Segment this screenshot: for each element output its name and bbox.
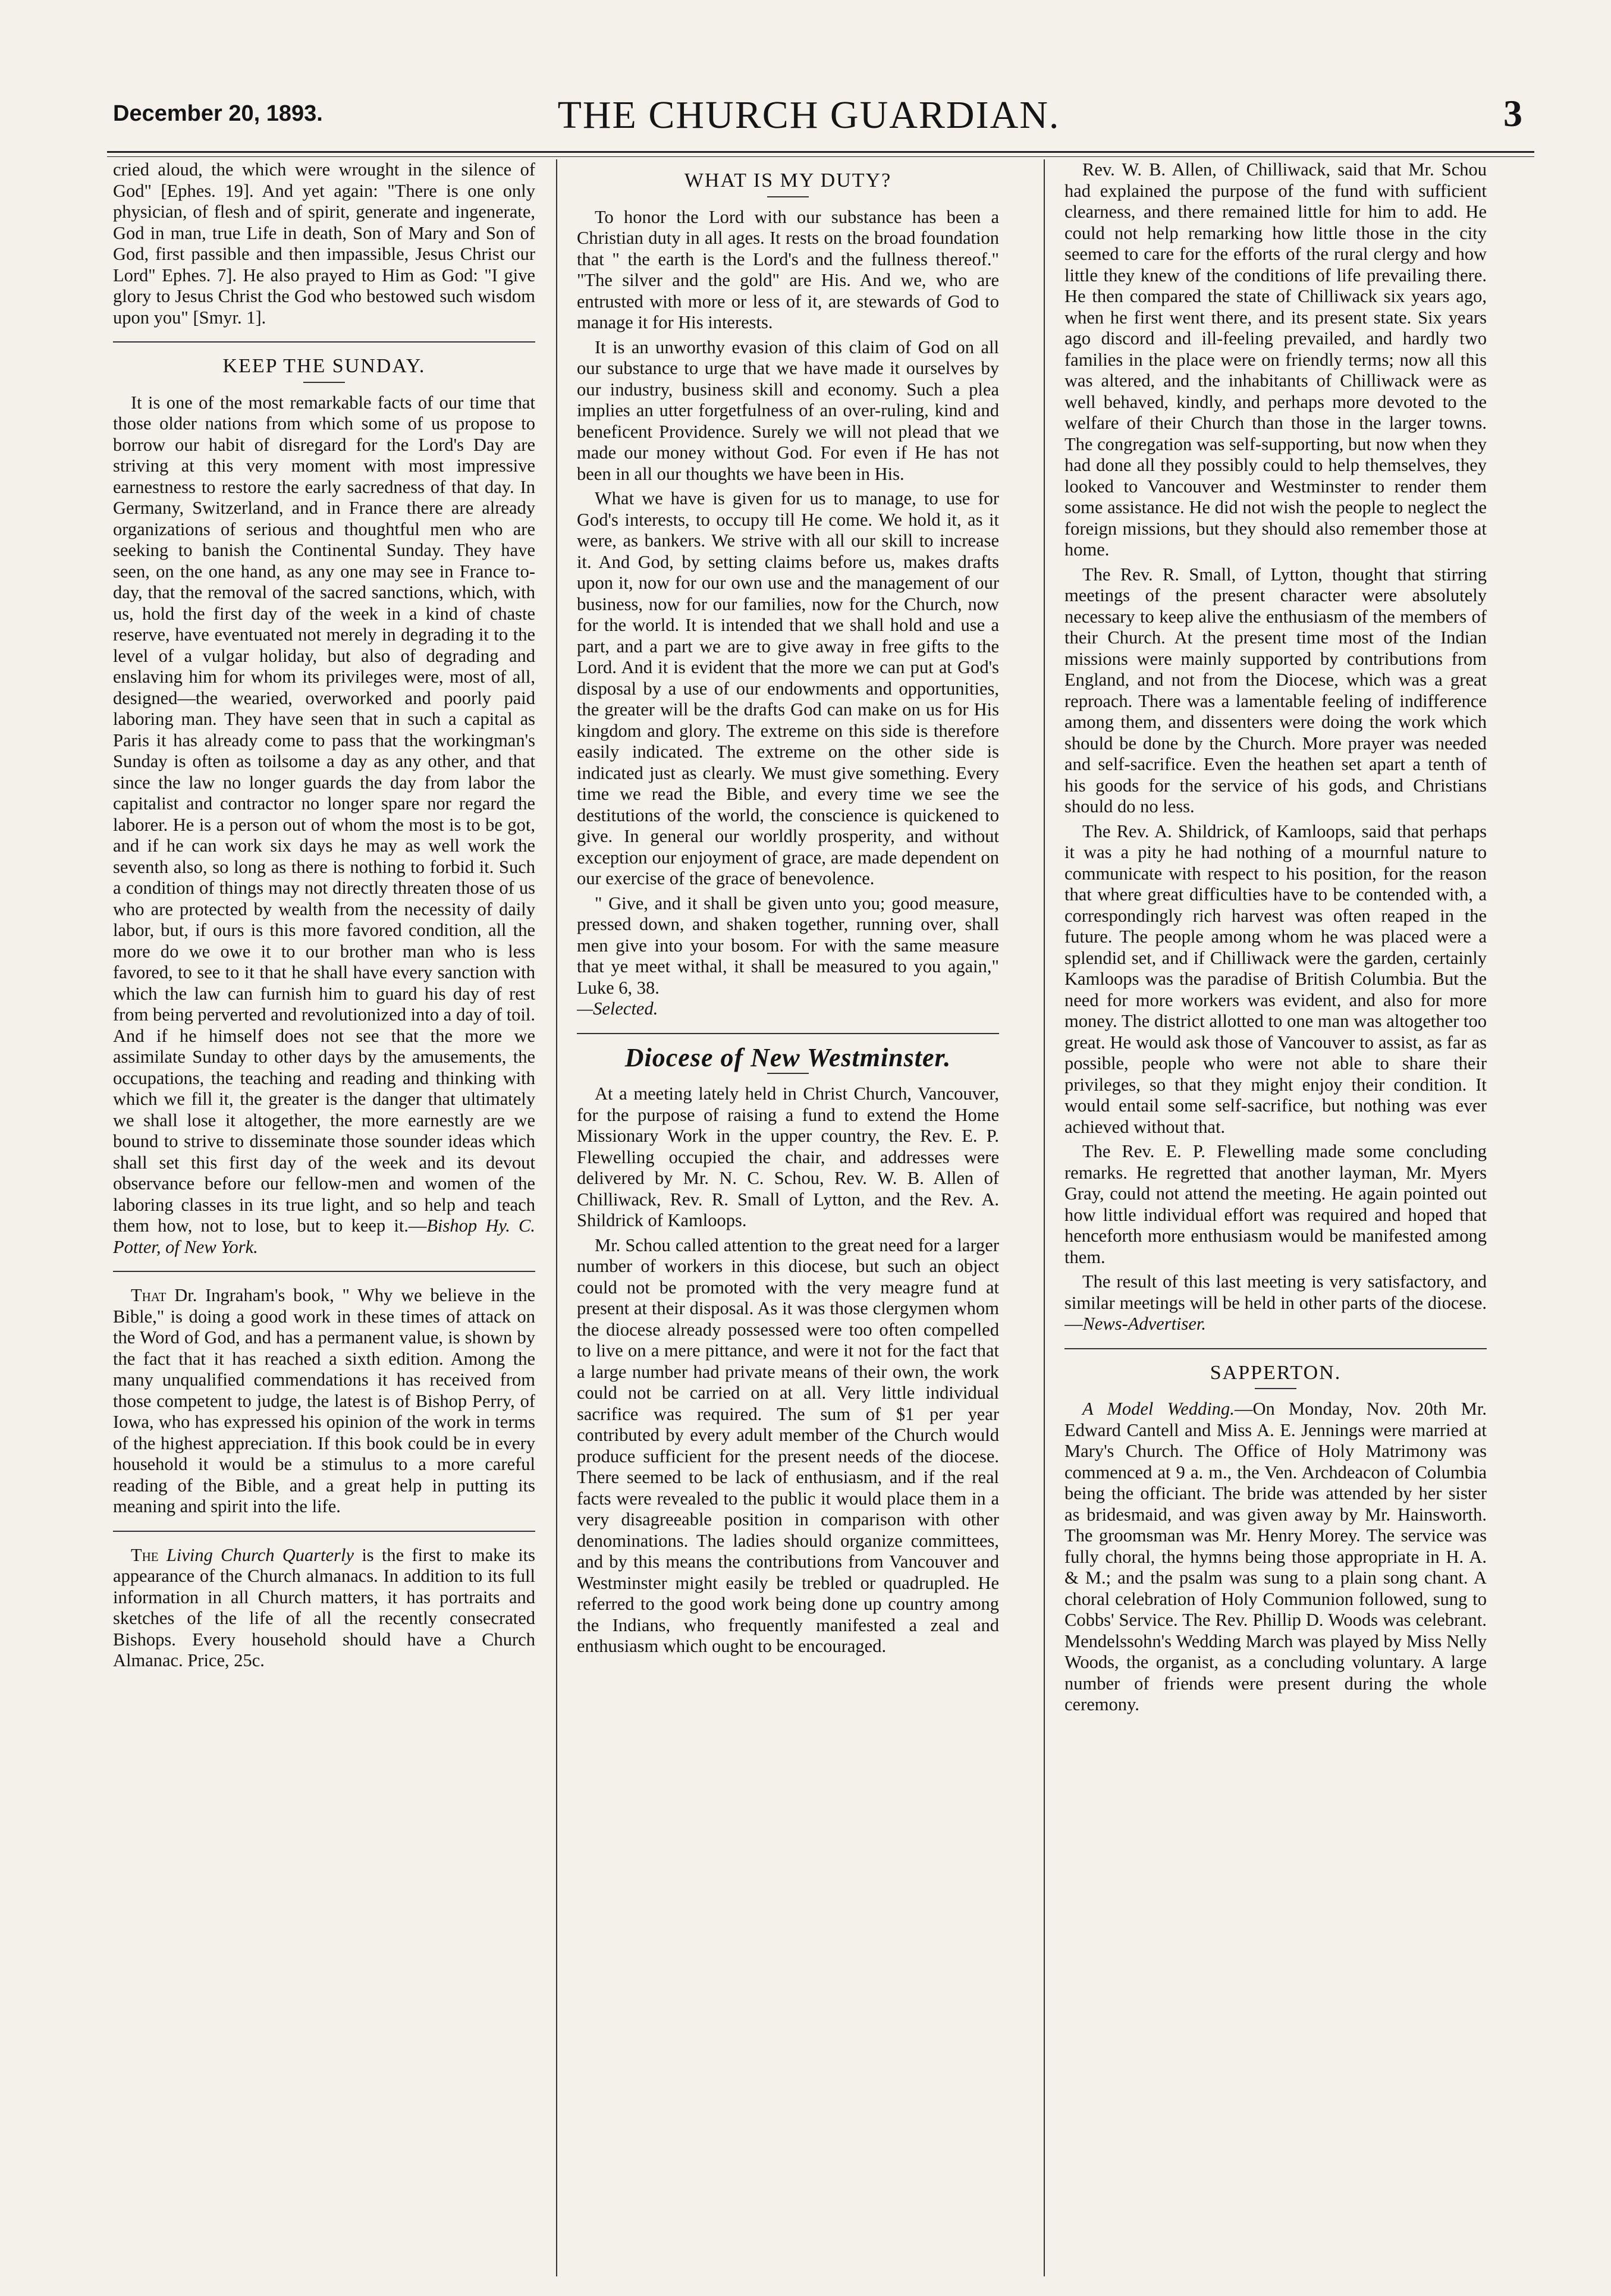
heading-sapperton: SAPPERTON. bbox=[1210, 1361, 1342, 1384]
heading-what-is-my-duty: WHAT IS MY DUTY? bbox=[684, 169, 892, 191]
paragraph: What we have is given for us to manage, to use for God's interests, to occupy till He come. We hold it, as it were, as bankers. We strive with all our skill to increase it. And God, by setting claims before us, makes drafts upon it, now for our own use and the management of our business, now for our families, now for the Church, now for the world. It is intended that we shall hold and use a part, and a part we are to give away in free gifts to the Lord. And it is evident that the more we can put at God's disposal by a use of our endowments and opportunities, the greater will be the drafts God can make on us for His kingdom and glory. The extreme on this side is therefore easily indicated. The extreme on the other side is indicated just as clearly. We must give something. Every time we read the Bible, and every time we see the destitutions of the world, the conscience is quickened to give. In general our worldly prosperity, and without exception our enjoyment of grace, are made dependent on our exercise of the grace of benevolence. bbox=[577, 488, 999, 888]
issue-date: December 20, 1893. bbox=[113, 101, 323, 126]
column-1 bbox=[113, 159, 535, 2276]
paragraph: It is an unworthy evasion of this claim of God on all our substance to urge that we have made it ourselves by our industry, business skill and economy. Such a plea implies an utter forgetfulness of an over-ruling, kind and beneficent Providence. Surely we will not plead that we made our money without God. For even if He has not been in all our thoughts we have been in His. bbox=[577, 337, 999, 484]
paragraph: To honor the Lord with our substance has been a Christian duty in all ages. It rests on the broad foundation that " the earth is the Lord's and the fullness thereof." "The silver and the gold" are His. And we, who are entrusted with more or less of it, are stewards of God to manage it for His interests. bbox=[577, 206, 999, 332]
paragraph: The Rev. R. Small, of Lytton, thought that stirring meetings of the present character were absolutely necessary to keep alive the enthusiasm of the members of their Church. At the present time most of the Indian missions were mainly supported by contributions from England, and not from the Diocese, which was a great reproach. There was a lamentable feeling of indifference among them, and dissenters were doing the work which should be done by the Church. More prayer was needed and self-sacrifice. Even the heathen set apart a tenth of his goods for the service of his gods, and Christians should do no less. bbox=[1064, 564, 1487, 816]
byline: —Selected. bbox=[577, 998, 658, 1019]
column-divider bbox=[1044, 159, 1045, 2276]
paragraph: A Model Wedding.—On Monday, Nov. 20th Mr. Edward Cantell and Miss A. E. Jennings were married at Mary's Church. The Office of Holy Matrimony was commenced at 9 a. m., the Ven. Archdeacon of Columbia being the officiant. The bride was attended by her sister as bridesmaid, and was given away by Mr. Hainsworth. The groomsman was Mr. Henry Morey. The service was fully choral, the hymns being those appropriate in H. A. & M.; and the psalm was sung to a plain song chant. A choral celebration of Holy Communion followed, sung to Cobbs' Service. The Rev. Phillip D. Woods was celebrant. Mendelssohn's Wedding March was played by Miss Nelly Woods, the organist, as a concluding voluntary. A large number of friends were present during the whole ceremony. bbox=[1064, 1399, 1487, 1714]
newspaper-title: THE CHURCH GUARDIAN. bbox=[557, 93, 1060, 137]
paragraph: The Living Church Quarterly is the first to make its appearance of the Church almanacs. In addition to its full information in all Church matters, it has portraits and sketches of the life of all the recently consecrated Bishops. Every household should have a Church Almanac. Price, 25c. bbox=[113, 1544, 535, 1670]
paragraph: At a meeting lately held in Christ Church, Vancouver, for the purpose of raising a fund to extend the Home Missionary Work in the upper country, the Rev. E. P. Flewelling occupied the chair, and addresses were delivered by Mr. N. C. Schou, Rev. W. B. Allen of Chilliwack, Rev. R. Small of Lytton, and the Rev. A. Shildrick of Kamloops. bbox=[577, 1083, 999, 1230]
paragraph: That Dr. Ingraham's book, " Why we believe in the Bible," is doing a good work in these times of attack on the Word of God, and has a permanent value, is shown by the fact that it has reached a sixth edition. Among the many unqualified commendations it has received from those competent to judge, the latest is of Bishop Perry, of Iowa, who has expressed his opinion of the work in terms of the highest appreciation. If this book could be in every household it would be a stimulus to a more careful reading of the Bible, and a great help in putting its meaning and spirit into the life. bbox=[113, 1285, 535, 1516]
section-rule bbox=[113, 341, 535, 343]
byline: Bishop Hy. C. Potter, of New York. bbox=[113, 1215, 535, 1257]
section-rule bbox=[577, 1033, 999, 1034]
masthead bbox=[89, 89, 1528, 146]
heading-dash bbox=[1255, 1388, 1296, 1389]
paragraph: The Rev. A. Shildrick, of Kamloops, said that perhaps it was a pity he had nothing of a mournful nature to communicate with respect to his position, for the reason that where great difficulties have to be contended with, a correspondingly rich harvest was often reaped in the future. The people among whom he was placed were a splendid set, and if Chilliwack were the garden, certainly Kamloops was the paradise of British Columbia. But the need for more workers was evident, and also for more money. The district allotted to one man was altogether too great. He would ask those of Vancouver to assist, as far as possible, people who were not able to share their privileges, so that they might enjoy their condition. It would entail some self-sacrifice, but nothing was ever achieved without that. bbox=[1064, 821, 1487, 1137]
heading-dash bbox=[767, 1073, 809, 1074]
heading-keep-sunday: KEEP THE SUNDAY. bbox=[222, 355, 426, 377]
section-rule bbox=[113, 1271, 535, 1272]
paragraph: Mr. Schou called attention to the great need for a larger number of workers in this diocese, but such an object could not be promoted with the very meagre fund at present at their disposal. As it was those clergymen whom the diocese already possessed were too often compelled to live on a mere pittance, and were it not for the fact that a large number had private means of their own, the work could not be carried on at all. Very little individual sacrifice was required. The sum of $1 per year contributed by every adult member of the Church would produce sufficient for the present needs of the diocese. There seemed to be lack of enthusiasm, and if the real facts were revealed to the public it would place them in a very disagreeable position in comparison with other denominations. The ladies should organize committees, and by this means the contributions from Vancouver and Westminster might easily be trebled or quadrupled. He referred to the good work being done up country among the Indians, who frequently manifested a zeal and enthusiasm which ought to be encouraged. bbox=[577, 1235, 999, 1656]
source-credit: News-Advertiser. bbox=[1082, 1314, 1207, 1334]
column-divider bbox=[556, 159, 557, 2276]
paragraph: The Rev. E. P. Flewelling made some concluding remarks. He regretted that another layman, Mr. Myers Gray, could not attend the meeting. He again pointed out how little individual effort was required and hoped that henceforth more enthusiasm would be manifested among them. bbox=[1064, 1141, 1487, 1267]
masthead-rule bbox=[107, 151, 1534, 157]
paragraph: It is one of the most remarkable facts of our time that those older nations from which some of us propose to borrow our habit of disregard for the Lord's Day are striving at this very moment with most impressive earnestness to restore the early sacredness of that day. In Germany, Switzerland, and in France there are already organizations of serious and thoughtful men who are seeking to banish the Continental Sunday. They have seen, on the one hand, as any one may see in France to-day, that the removal of the sacred sanctions, which, with us, hold the first day of the week in a kind of chaste reserve, have eventuated not merely in degrading it to the level of a vulgar holiday, but also of degrading and enslaving him for whom its privileges were, most of all, designed—the wearied, overworked and poorly paid laboring man. They have seen that in such a capital as Paris it has already come to pass that the workingman's Sunday is often as toilsome a day as any other, and that since the law no longer guards the day from labor the capitalist and contractor no longer spare nor regard the laborer. He is a person out of whom the most is to be got, and if he can work six days he may as well work the seventh also, so long as there is nothing to forbid it. Such a condition of things may not directly threaten those of us who are protected by wealth from the necessity of daily labor, but, if ours is this more favored condition, all the more do we owe it to our brother man who is less favored, to see to it that he shall have every sanction with which the law can furnish him to guard his day of rest from being perverted and revolutionized into a day of toil. And if he himself does not see that the more we assimilate Sunday to other days by the amusements, the occupations, the teaching and reading and thinking with which we fill it, the greater is the danger that ultimately we shall lose it altogether, the more earnestly are we bound to strive to disseminate those sounder ideas which shall set this first day of the week and its devout observance before our fellow-men and women of the laboring classes in its true light, and so help and teach them how, not to lose, but to keep it.—Bishop Hy. C. Potter, of New York. bbox=[113, 392, 535, 1257]
page-number: 3 bbox=[1503, 92, 1522, 134]
paragraph: cried aloud, the which were wrought in the silence of God" [Ephes. 19]. And yet again: "There is one only physician, of flesh and of spirit, generate and ingenerate, God in man, true Life in death, Son of Mary and Son of God, first passible and then impassible, Jesus Christ our Lord" Ephes. 7]. He also prayed to Him as God: "I give glory to Jesus Christ the God who bestowed such wisdom upon you" [Smyr. 1]. bbox=[113, 159, 535, 328]
heading-dash bbox=[767, 196, 809, 197]
section-rule bbox=[113, 1531, 535, 1532]
column-2 bbox=[577, 159, 999, 2276]
heading-dash bbox=[303, 382, 345, 383]
paragraph: " Give, and it shall be given unto you; good measure, pressed down, and shaken together, running over, shall men give into your bosom. For with the same measure that ye meet withal, it shall be measured to you again," Luke 6, 38. —Selected. bbox=[577, 893, 999, 1019]
section-rule bbox=[1064, 1348, 1487, 1349]
heading-diocese: Diocese of New Westminster. bbox=[624, 1042, 951, 1072]
column-3 bbox=[1064, 159, 1487, 2276]
paragraph: The result of this last meeting is very satisfactory, and similar meetings will be held in other parts of the diocese.—News-Advertiser. bbox=[1064, 1271, 1487, 1334]
paragraph: Rev. W. B. Allen, of Chilliwack, said that Mr. Schou had explained the purpose of the fund with sufficient clearness, and there remained little for him to add. He could not help remarking how little those in the city seemed to care for the efforts of the rural clergy and how little they knew of the conditions of life prevailing there. He then compared the state of Chilliwack six years ago, when he first went there, and its present state. Six years ago discord and ill-feeling prevailed, and hardly two families in the place were on friendly terms; now all this was altered, and the inhabitants of Chilliwack were as well behaved, kindly, and perhaps more devoted to the welfare of their Church than those in the larger towns. The congregation was self-supporting, but now when they had done all they possibly could to help themselves, they looked to Vancouver and Westminster to render them some assistance. He did not wish the people to neglect the foreign missions, but they should also remember those at home. bbox=[1064, 159, 1487, 560]
